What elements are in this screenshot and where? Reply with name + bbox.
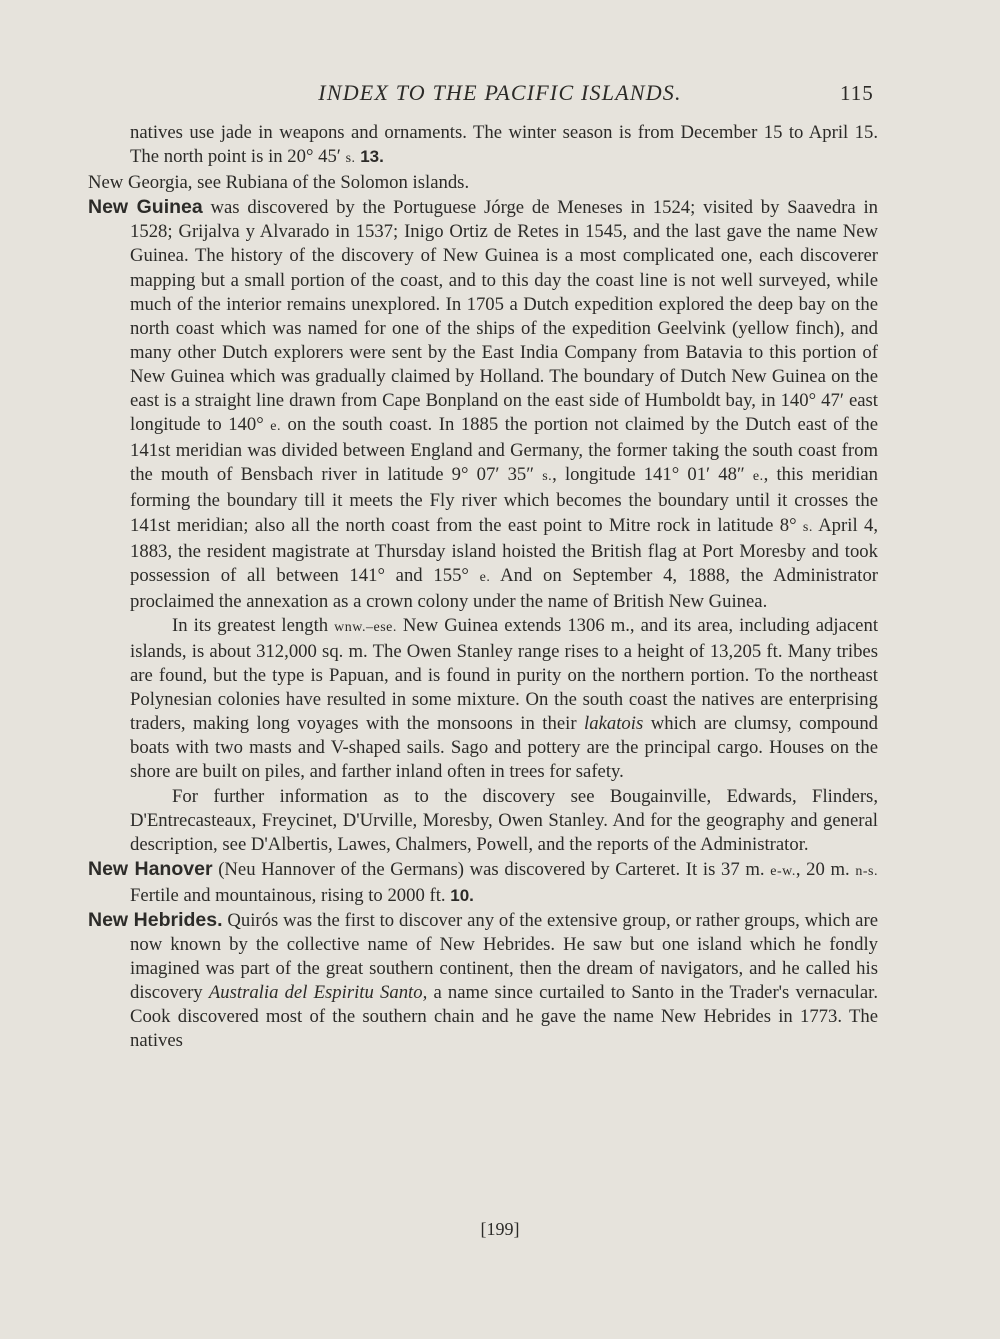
new-guinea-geography-paragraph [88,614,878,785]
small-caps-text: s. [542,469,553,485]
signature-mark: [199] [480,1219,520,1239]
italic-term: lakatois [584,713,644,735]
text-run: natives use jade in weapons and ornaments. The winter season is from December 15 to April 15. The north point is in 20° 45′ [130,122,878,168]
text-run: was discovered by the Portuguese Jórge de Meneses in 1524; visited by Saavedra in 1528; Grijalva y Alvarado in 1537; Inigo Ortiz de Retes in 1545, and the last gave the name New Guinea. The history of the discovery of New Guinea is a most complicated one, each discoverer mapping but a small portion of the coast, and to this day the coast line is not well surveyed, while much of the interior remains unexplored. In 1705 a Dutch expedition explored the deep bay on the north coast which was named for one of the ships of the expedition Geelvink (yellow finch), and many other Dutch explorers were sent by the East India Company from Batavia to this portion of New Guinea which was gradually claimed by Holland. The boundary of Dutch New Guinea on the east is a straight line drawn from Cape Bonpland on the east side of Humboldt bay, in 140° 47′ east longitude to 140° [130,197,878,436]
text-run: Quirós was the first to discover any of the extensive group, or rather groups, which are now known by the collective name of New Hebrides. He saw but one island which he fondly imagined was part of the great southern continent, then the dream of navigators, and he called his discovery [130,910,878,1004]
small-caps-text: s. [345,151,356,167]
small-caps-text: s. [802,519,813,535]
italic-term: Australia del Espiritu Santo, [208,982,428,1004]
text-run: New Guinea extends 1306 m., and its area, including adjacent islands, is about 312,000 sq. m. The Owen Stanley range rises to a height of 13,205 ft. Many tribes are found, but the type is Papuan, and is found in purity on the northern portion. To the northeast Polynesian colonies have resulted in some mixture. On the south coast the natives are enterprising traders, making long voyages with the monsoons in their [130,614,879,735]
small-caps-text: e-w. [770,863,796,879]
text-run: a name since curtailed to Santo in the Trader's vernacular. Cook discovered most of the southern chain and he gave the name New Hebrides in 1773. The natives [130,982,878,1052]
text-run: which are clumsy, compound boats with two masts and V-shaped sails. Sago and pottery are the principal cargo. Houses on the shore are built on piles, and farther inland often in trees for safety. [130,713,879,783]
small-caps-text: wnw.–ese. [334,619,397,635]
text-run: Fertile and mountainous, rising to 2000 ft. [130,884,446,906]
entry-new-hanover [88,857,878,908]
text-run: , this meridian forming the boundary till it meets the Fly river which becomes the boundary until it crosses the 141st meridian; also all the north coast from the east point to Mitre rock in latitude 8° [130,464,879,536]
island-count: 10. [450,885,474,905]
entry-new-georgia: New Georgia, see Rubiana of the Solomon islands. [88,172,470,194]
headword: New Hanover [88,857,213,880]
small-caps-text: e. [479,569,491,585]
small-caps-text: e. [270,419,281,435]
small-caps-text: e. [752,469,764,485]
page-number: 115 [840,81,874,105]
page-body [88,121,878,1054]
small-caps-text: n-s. [855,863,879,879]
running-header-title: INDEX TO THE PACIFIC ISLANDS. [318,80,682,105]
text-run: And on September 4, 1888, the Administrator proclaimed the annexation as a crown colony under the name of British New Guinea. [130,564,879,612]
headword: New Hebrides. [88,909,223,931]
entry-new-guinea [88,195,878,614]
continued-entry-text [88,121,878,171]
text-run: , longitude 141° 01′ 48″ [552,464,745,486]
text-run: In its greatest length [172,614,329,636]
headword: New Guinea [88,196,203,219]
entry-new-hebrides [88,908,878,1054]
text-run: (Neu Hannover of the Germans) was discovered by Carteret. It is 37 m. [218,858,765,880]
island-count: 13. [360,147,384,167]
new-guinea-references-paragraph: For further information as to the discovery see Bougainville, Edwards, Flinders, D'Entrecasteaux, Freycinet, D'Urville, Moresby, Owen Stanley. And for the geography and general description, see D'Albertis, Lawes, Chalmers, Powell, and the reports of the Administrator. [130,785,878,855]
text-run: on the south coast. In 1885 the portion not claimed by the Dutch east of the 141st meridian was divided between England and Germany, the former taking the south coast from the mouth of Bensbach river in latitude 9° 07′ 35″ [130,414,879,486]
text-run: April 4, 1883, the resident magistrate at Thursday island hoisted the British flag at Port Moresby and took possession of all between 141° and 155° [130,514,879,586]
text-run: , 20 m. [795,858,850,880]
